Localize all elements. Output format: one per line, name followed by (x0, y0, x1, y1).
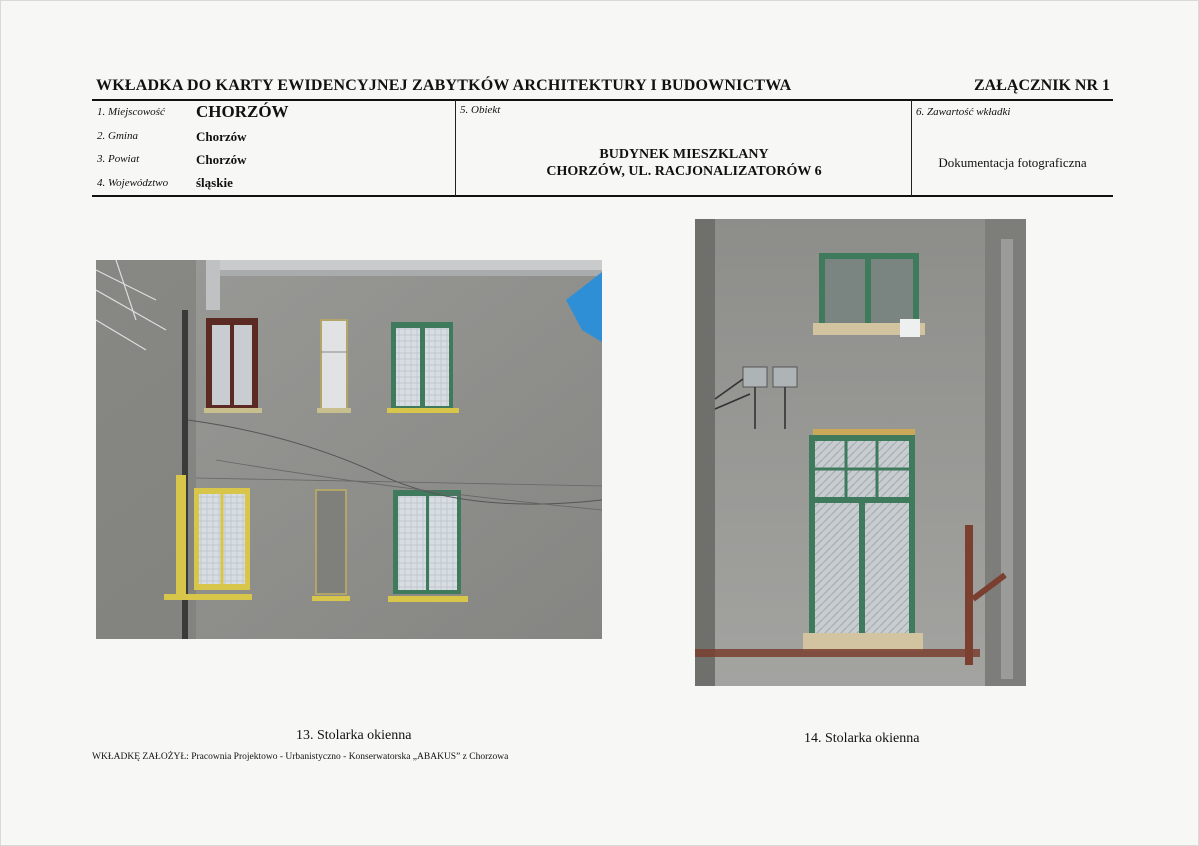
annex-label: ZAŁĄCZNIK NR 1 (973, 77, 1110, 94)
column-divider-2 (911, 100, 912, 196)
commune-label: 2. Gmina (97, 130, 138, 142)
contents-value: Dokumentacja fotograficzna (938, 155, 1087, 170)
locality-label: 1. Miejscowość (97, 106, 165, 118)
commune-value: Chorzów (196, 129, 247, 144)
district-label: 3. Powiat (97, 153, 140, 165)
voivodeship-label: 4. Województwo (97, 177, 169, 189)
photo-14 (695, 219, 1026, 686)
footer-author-note: WKŁADKĘ ZAŁOŻYŁ: Pracownia Projektowo - Urbanistyczno - Konserwatorska „ABAKUS” z Chorzowa (92, 752, 509, 762)
window-upper-1 (204, 318, 262, 413)
voivodeship-value: śląskie (196, 175, 233, 190)
locality-value: CHORZÓW (196, 102, 289, 121)
object-line-2: CHORZÓW, UL. RACJONALIZATORÓW 6 (546, 164, 822, 179)
header-rule-top (92, 99, 1113, 101)
header-rule-bottom (92, 195, 1113, 197)
column-divider-1 (455, 100, 456, 196)
caption-photo-14: 14. Stolarka okienna (804, 731, 920, 746)
contents-label: 6. Zawartość wkładki (916, 106, 1011, 118)
object-name (457, 146, 911, 180)
caption-photo-13: 13. Stolarka okienna (296, 728, 412, 743)
document-title: WKŁADKA DO KARTY EWIDENCYJNEJ ZABYTKÓW ARCHITEKTURY I BUDOWNICTWA (96, 77, 792, 94)
object-line-1: BUDYNEK MIESZKLANY (599, 147, 769, 162)
photo-13 (96, 260, 602, 639)
object-label: 5. Obiekt (460, 104, 501, 116)
district-value: Chorzów (196, 152, 247, 167)
